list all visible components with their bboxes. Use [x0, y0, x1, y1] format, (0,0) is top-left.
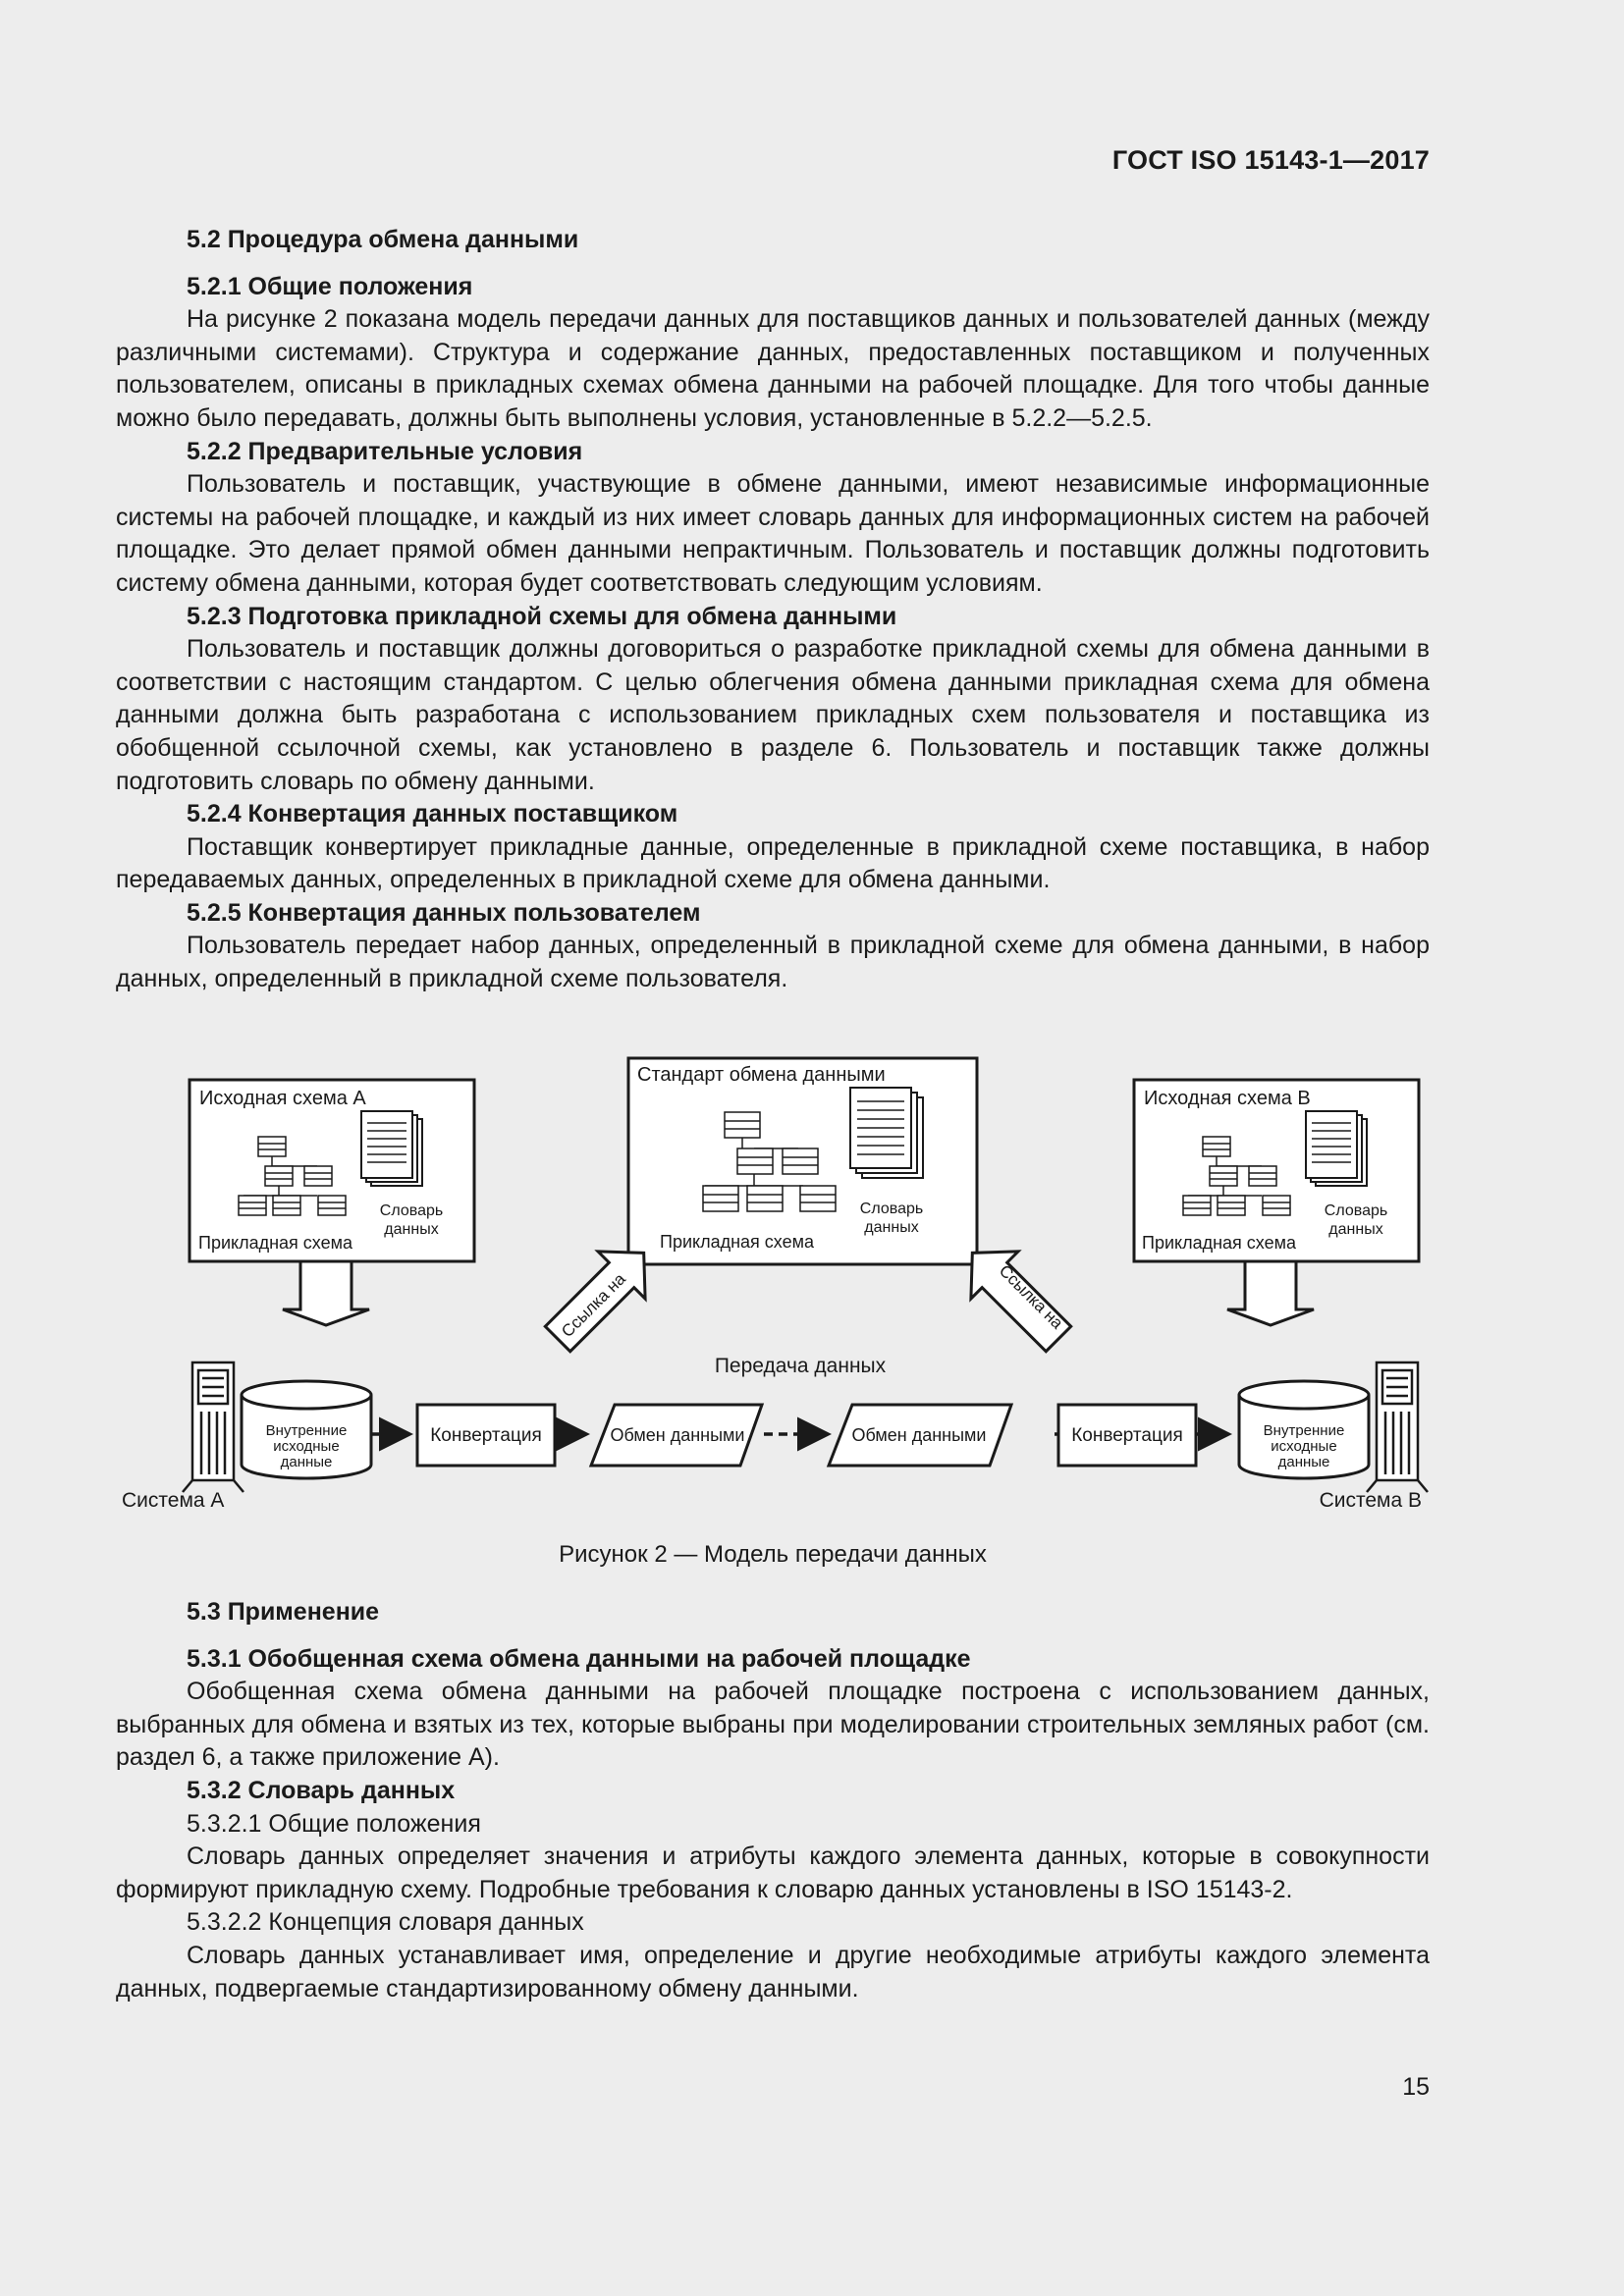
dictionary-label-line1: Словарь	[379, 1202, 444, 1219]
server-b-icon	[1367, 1362, 1428, 1492]
convert-box-a	[417, 1405, 555, 1466]
applied-schema-label: Прикладная схема	[660, 1232, 814, 1252]
exchange-label: Обмен данными	[851, 1425, 987, 1445]
paragraph-5-2-4: Поставщик конвертирует прикладные данные, определенные в прикладной схеме поставщика, в набор передаваемых данных, определенных в прикладной схеме для обмена данными.	[116, 832, 1430, 894]
down-arrow-a	[283, 1261, 369, 1325]
dictionary-document-icon	[1306, 1111, 1367, 1186]
reference-label: Ссылка на	[558, 1269, 629, 1342]
internal-data-line3: данные	[1277, 1454, 1330, 1470]
data-transfer-diagram	[116, 1048, 1430, 1510]
heading-5-3: 5.3 Применение	[187, 1598, 380, 1626]
system-b-label: Система B	[1319, 1489, 1422, 1510]
heading-5-2: 5.2 Процедура обмена данными	[187, 226, 579, 253]
dictionary-document-icon	[850, 1088, 923, 1178]
section-5-3	[116, 1596, 1430, 2005]
internal-data-line3: данные	[280, 1454, 333, 1470]
internal-data-a	[242, 1381, 371, 1478]
paragraph-5-3-2-1: Словарь данных определяет значения и атрибуты каждого элемента данных, которые в совокупности формируют прикладную схему. Подробные требования к словарю данных установлены в ISO 15143-2.	[116, 1842, 1430, 1903]
dictionary-label-line1: Словарь	[859, 1201, 924, 1217]
internal-data-b	[1239, 1381, 1369, 1478]
internal-data-line1: Внутренние	[265, 1422, 348, 1439]
system-a-label: Система A	[122, 1489, 225, 1510]
dictionary-label-line2: данных	[384, 1221, 439, 1238]
page-number: 15	[1402, 2073, 1430, 2101]
source-schema-a-box	[189, 1080, 474, 1261]
heading-5-3-2-1: 5.3.2.1 Общие положения	[187, 1809, 481, 1838]
internal-data-line2: исходные	[1271, 1438, 1337, 1455]
applied-schema-label: Прикладная схема	[1142, 1233, 1296, 1253]
figure-caption: Рисунок 2 — Модель передачи данных	[559, 1541, 987, 1568]
document-id: ГОСТ ISO 15143-1—2017	[1111, 145, 1430, 175]
heading-5-3-1: 5.3.1 Обобщенная схема обмена данными на рабочей площадке	[187, 1644, 971, 1673]
paragraph-5-3-1: Обобщенная схема обмена данными на рабочей площадке построена с использованием данных, выбранных для обмена и взятых из тех, которые выбраны при моделировании строительных земляных работ (см. раздел 6, а также приложение A).	[116, 1678, 1430, 1772]
internal-data-line1: Внутренние	[1263, 1422, 1345, 1439]
heading-5-2-4: 5.2.4 Конвертация данных поставщиком	[187, 800, 678, 828]
down-arrow-b	[1227, 1261, 1314, 1325]
applied-schema-label: Прикладная схема	[198, 1233, 352, 1253]
convert-label: Конвертация	[430, 1425, 542, 1446]
exchange-box-b	[829, 1405, 1011, 1466]
dictionary-label-line1: Словарь	[1324, 1202, 1388, 1219]
source-schema-b-title: Исходная схема B	[1144, 1088, 1311, 1109]
heading-5-2-1: 5.2.1 Общие положения	[187, 272, 473, 300]
heading-5-2-2: 5.2.2 Предварительные условия	[187, 437, 583, 465]
convert-box-b	[1058, 1405, 1196, 1466]
dictionary-label-line2: данных	[864, 1219, 919, 1236]
dictionary-document-icon	[361, 1111, 422, 1186]
internal-data-line2: исходные	[273, 1438, 340, 1455]
heading-5-3-2-2: 5.3.2.2 Концепция словаря данных	[187, 1908, 584, 1937]
exchange-label: Обмен данными	[610, 1425, 745, 1445]
paragraph-5-3-2-2: Словарь данных устанавливает имя, определение и другие необходимые атрибуты каждого элемента данных, подвергаемые стандартизированному обмену данными.	[116, 1941, 1430, 2002]
paragraph-5-2-3: Пользователь и поставщик должны договориться о разработке прикладной схемы для обмена данными в соответствии с настоящим стандартом. С целью облегчения обмена данными прикладная схема для обмена данными должна быть разработана с использованием прикладных схем пользователя и поставщика из обобщенной ссылочной схемы, как установлено в разделе 6. Пользователь и поставщик также должны подготовить словарь по обмену данными.	[116, 635, 1430, 795]
heading-5-3-2: 5.3.2 Словарь данных	[187, 1776, 456, 1804]
data-transfer-label: Передача данных	[714, 1355, 887, 1377]
source-schema-a-title: Исходная схема A	[199, 1088, 366, 1109]
dictionary-label-line2: данных	[1328, 1221, 1383, 1238]
convert-label: Конвертация	[1071, 1425, 1183, 1446]
heading-5-2-3: 5.2.3 Подготовка прикладной схемы для обмена данными	[187, 602, 897, 630]
exchange-standard-title: Стандарт обмена данными	[637, 1064, 886, 1086]
section-5-2	[116, 224, 1430, 996]
source-schema-b-box	[1134, 1080, 1419, 1261]
reference-label: Ссылка на	[995, 1260, 1067, 1333]
exchange-standard-box	[628, 1058, 977, 1264]
paragraph-5-2-1: На рисунке 2 показана модель передачи данных для поставщиков данных и пользователей данных (между различными системами). Структура и содержание данных, предоставленных поставщиком и полученных пользователем, описаны в прикладных схемах обмена данными на рабочей площадке. Для того чтобы данные можно было передавать, должны быть выполнены условия, установленные в 5.2.2—5.2.5.	[116, 305, 1430, 432]
exchange-box-a	[591, 1405, 762, 1466]
server-a-icon	[183, 1362, 244, 1492]
heading-5-2-5: 5.2.5 Конвертация данных пользователем	[187, 898, 701, 927]
paragraph-5-2-5: Пользователь передает набор данных, определенный в прикладной схеме для обмена данными, в набор данных, определенный в прикладной схеме пользователя.	[116, 932, 1430, 993]
paragraph-5-2-2: Пользователь и поставщик, участвующие в обмене данными, имеют независимые информационные системы на рабочей площадке, и каждый из них имеет словарь данных для информационных систем на рабочей площадке. Это делает прямой обмен данными непрактичным. Пользователь и поставщик должны подготовить систему обмена данными, которая будет соответствовать следующим условиям.	[116, 470, 1430, 597]
